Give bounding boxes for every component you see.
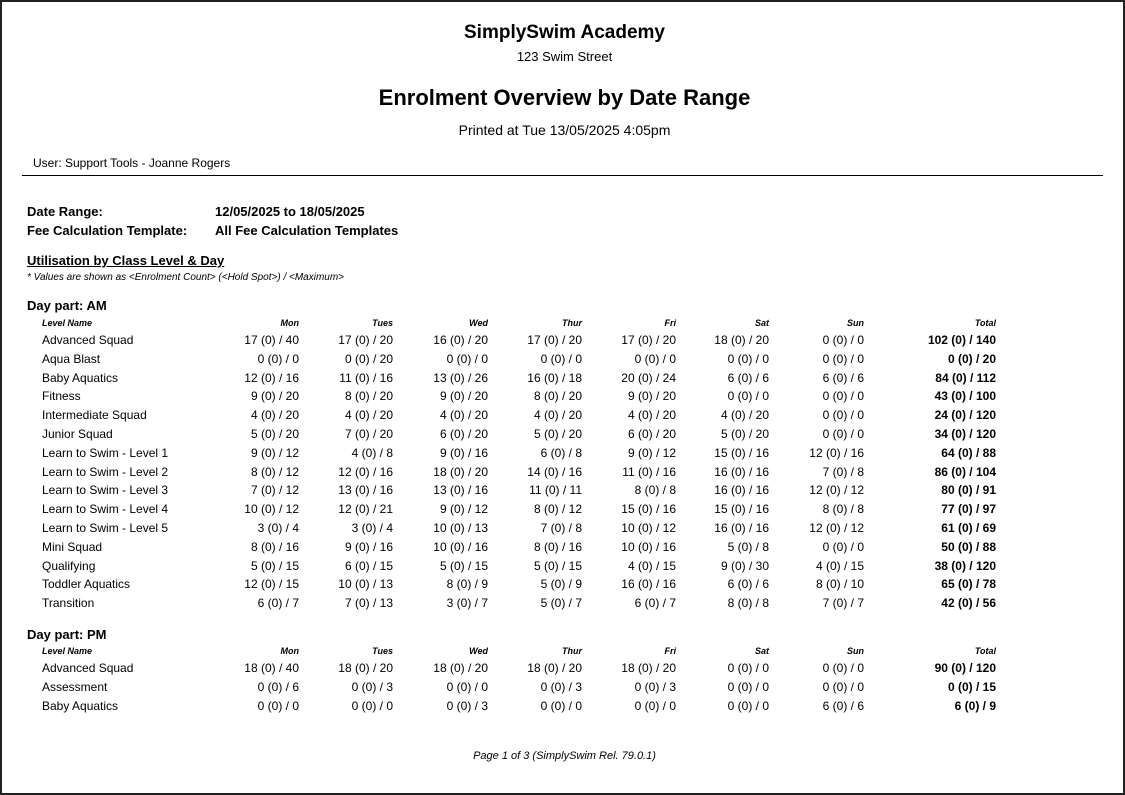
column-header-wed: Wed <box>469 646 488 656</box>
date-range-label: Date Range: <box>27 204 103 219</box>
sun-cell: 6 (0) / 6 <box>822 698 864 713</box>
thu-cell: 0 (0) / 0 <box>540 351 582 366</box>
sun-cell: 0 (0) / 0 <box>822 333 864 347</box>
table-row <box>2 446 1125 464</box>
wed-cell: 4 (0) / 20 <box>439 408 488 423</box>
sun-cell: 12 (0) / 12 <box>809 483 864 498</box>
table-row <box>2 389 1125 407</box>
level-name-cell: Junior Squad <box>42 427 113 441</box>
section-title: Utilisation by Class Level & Day <box>27 253 225 268</box>
table-row <box>2 521 1125 539</box>
wed-cell: 9 (0) / 12 <box>439 502 488 517</box>
tue-cell: 3 (0) / 4 <box>351 521 393 535</box>
mon-cell: 12 (0) / 16 <box>244 370 299 385</box>
level-name-cell: Fitness <box>42 389 81 404</box>
wed-cell: 16 (0) / 20 <box>433 333 488 347</box>
total-cell: 65 (0) / 78 <box>941 577 996 592</box>
tue-cell: 6 (0) / 15 <box>344 558 393 573</box>
report-title: Enrolment Overview by Date Range <box>378 85 751 110</box>
mon-cell: 9 (0) / 20 <box>250 389 299 404</box>
column-header-sat: Sat <box>754 646 769 656</box>
mon-cell: 18 (0) / 40 <box>244 661 299 675</box>
fri-cell: 0 (0) / 0 <box>634 698 676 713</box>
wed-cell: 5 (0) / 15 <box>439 558 488 573</box>
table-row <box>2 699 1125 717</box>
mon-cell: 3 (0) / 4 <box>257 521 299 535</box>
fri-cell: 16 (0) / 16 <box>621 577 676 592</box>
sat-cell: 15 (0) / 16 <box>714 502 769 517</box>
mon-cell: 5 (0) / 20 <box>250 427 299 441</box>
fri-cell: 10 (0) / 16 <box>621 539 676 554</box>
sun-cell: 0 (0) / 0 <box>822 539 864 554</box>
column-header-sun: Sun <box>847 318 864 328</box>
thu-cell: 11 (0) / 11 <box>529 483 582 498</box>
sat-cell: 15 (0) / 16 <box>714 445 769 460</box>
mon-cell: 7 (0) / 12 <box>250 483 299 498</box>
table-row <box>2 465 1125 483</box>
sat-cell: 6 (0) / 6 <box>727 370 769 385</box>
tue-cell: 7 (0) / 13 <box>344 596 393 611</box>
fri-cell: 9 (0) / 12 <box>627 445 676 460</box>
sun-cell: 4 (0) / 15 <box>815 558 864 573</box>
column-header-level-name: Level Name <box>42 318 93 328</box>
sat-cell: 0 (0) / 0 <box>727 698 769 713</box>
wed-cell: 3 (0) / 7 <box>446 596 488 611</box>
level-name-cell: Learn to Swim - Level 1 <box>42 445 169 460</box>
column-header-total: Total <box>974 318 996 328</box>
thu-cell: 5 (0) / 15 <box>533 558 582 573</box>
column-header-sun: Sun <box>847 646 864 656</box>
wed-cell: 8 (0) / 9 <box>446 577 488 592</box>
thu-cell: 5 (0) / 9 <box>540 577 582 592</box>
total-cell: 43 (0) / 100 <box>934 389 996 404</box>
thu-cell: 8 (0) / 12 <box>533 502 582 517</box>
mon-cell: 8 (0) / 16 <box>250 539 299 554</box>
column-header-sat: Sat <box>754 318 769 328</box>
fri-cell: 8 (0) / 8 <box>634 483 676 498</box>
fri-cell: 15 (0) / 16 <box>621 502 676 517</box>
sun-cell: 0 (0) / 0 <box>822 351 864 366</box>
fee-template-value: All Fee Calculation Templates <box>215 223 399 238</box>
total-cell: 84 (0) / 112 <box>935 370 996 385</box>
user-line: User: Support Tools - Joanne Rogers <box>33 156 231 170</box>
table-row <box>2 502 1125 520</box>
sun-cell: 7 (0) / 8 <box>822 464 864 479</box>
level-name-cell: Mini Squad <box>42 539 103 554</box>
table-row <box>2 559 1125 577</box>
total-cell: 0 (0) / 15 <box>947 679 996 694</box>
tue-cell: 4 (0) / 20 <box>344 408 393 423</box>
total-cell: 61 (0) / 69 <box>941 521 996 535</box>
level-name-cell: Learn to Swim - Level 5 <box>42 521 169 535</box>
mon-cell: 9 (0) / 12 <box>250 445 299 460</box>
mon-cell: 12 (0) / 15 <box>244 577 299 592</box>
wed-cell: 6 (0) / 20 <box>439 427 488 441</box>
thu-cell: 0 (0) / 3 <box>540 679 582 694</box>
sun-cell: 6 (0) / 6 <box>822 370 864 385</box>
mon-cell: 6 (0) / 7 <box>257 596 299 611</box>
sun-cell: 0 (0) / 0 <box>822 661 864 675</box>
daypart-title: Day part: PM <box>27 627 107 642</box>
column-header-thu: Thur <box>562 318 582 328</box>
wed-cell: 0 (0) / 0 <box>446 679 488 694</box>
level-name-cell: Transition <box>42 596 95 611</box>
column-header-wed: Wed <box>469 318 488 328</box>
total-cell: 90 (0) / 120 <box>934 661 996 675</box>
wed-cell: 10 (0) / 16 <box>433 539 488 554</box>
mon-cell: 0 (0) / 6 <box>257 679 299 694</box>
table-row <box>2 661 1125 679</box>
column-header-total: Total <box>974 646 996 656</box>
total-cell: 38 (0) / 120 <box>934 558 996 573</box>
sat-cell: 0 (0) / 0 <box>727 679 769 694</box>
total-cell: 42 (0) / 56 <box>941 596 996 611</box>
sun-cell: 0 (0) / 0 <box>822 679 864 694</box>
sat-cell: 4 (0) / 20 <box>720 408 769 423</box>
thu-cell: 8 (0) / 16 <box>533 539 582 554</box>
thu-cell: 0 (0) / 0 <box>540 698 582 713</box>
wed-cell: 13 (0) / 16 <box>433 483 488 498</box>
column-header-level-name: Level Name <box>42 646 93 656</box>
tue-cell: 11 (0) / 16 <box>339 370 393 385</box>
tue-cell: 0 (0) / 3 <box>351 679 393 694</box>
column-header-mon: Mon <box>280 318 299 328</box>
thu-cell: 14 (0) / 16 <box>527 464 582 479</box>
mon-cell: 10 (0) / 12 <box>244 502 299 517</box>
level-name-cell: Advanced Squad <box>42 333 134 347</box>
wed-cell: 0 (0) / 3 <box>446 698 488 713</box>
wed-cell: 18 (0) / 20 <box>433 661 488 675</box>
column-header-fri: Fri <box>664 646 676 656</box>
tue-cell: 10 (0) / 13 <box>338 577 393 592</box>
fri-cell: 10 (0) / 12 <box>621 521 676 535</box>
total-cell: 86 (0) / 104 <box>934 464 996 479</box>
total-cell: 0 (0) / 20 <box>947 351 996 366</box>
fri-cell: 11 (0) / 16 <box>622 464 676 479</box>
column-header-thu: Thur <box>562 646 582 656</box>
total-cell: 77 (0) / 97 <box>941 502 996 517</box>
level-name-cell: Aqua Blast <box>42 351 101 366</box>
date-range-value: 12/05/2025 to 18/05/2025 <box>215 204 365 219</box>
sat-cell: 5 (0) / 20 <box>720 427 769 441</box>
level-name-cell: Baby Aquatics <box>42 370 119 385</box>
sun-cell: 0 (0) / 0 <box>822 389 864 404</box>
thu-cell: 8 (0) / 20 <box>533 389 582 404</box>
values-note: * Values are shown as <Enrolment Count> (<Hold Spot>) / <Maximum> <box>27 272 345 283</box>
sat-cell: 16 (0) / 16 <box>714 464 769 479</box>
sat-cell: 16 (0) / 16 <box>714 483 769 498</box>
tue-cell: 4 (0) / 8 <box>351 445 393 460</box>
printed-timestamp: Printed at Tue 13/05/2025 4:05pm <box>458 122 671 138</box>
thu-cell: 7 (0) / 8 <box>540 521 582 535</box>
org-address: 123 Swim Street <box>516 49 613 64</box>
wed-cell: 10 (0) / 13 <box>433 521 488 535</box>
table-row <box>2 540 1125 558</box>
fri-cell: 0 (0) / 3 <box>634 679 676 694</box>
total-cell: 34 (0) / 120 <box>934 427 996 441</box>
total-cell: 24 (0) / 120 <box>934 408 996 423</box>
level-name-cell: Learn to Swim - Level 3 <box>42 483 169 498</box>
total-cell: 50 (0) / 88 <box>941 539 996 554</box>
sun-cell: 0 (0) / 0 <box>822 427 864 441</box>
fri-cell: 6 (0) / 20 <box>627 427 676 441</box>
level-name-cell: Assessment <box>42 679 108 694</box>
column-header-fri: Fri <box>664 318 676 328</box>
thu-cell: 5 (0) / 7 <box>540 596 582 611</box>
wed-cell: 9 (0) / 20 <box>439 389 488 404</box>
wed-cell: 13 (0) / 26 <box>433 370 488 385</box>
total-cell: 64 (0) / 88 <box>941 445 996 460</box>
sun-cell: 7 (0) / 7 <box>822 596 864 611</box>
tue-cell: 18 (0) / 20 <box>338 661 393 675</box>
sun-cell: 0 (0) / 0 <box>822 408 864 423</box>
level-name-cell: Toddler Aquatics <box>42 577 131 592</box>
level-name-cell: Baby Aquatics <box>42 698 119 713</box>
wed-cell: 18 (0) / 20 <box>433 464 488 479</box>
tue-cell: 0 (0) / 0 <box>351 698 393 713</box>
total-cell: 102 (0) / 140 <box>927 333 996 347</box>
total-cell: 6 (0) / 9 <box>954 698 996 713</box>
wed-cell: 9 (0) / 16 <box>439 445 488 460</box>
fee-template-label: Fee Calculation Template: <box>27 223 188 238</box>
sun-cell: 12 (0) / 16 <box>809 445 864 460</box>
sat-cell: 0 (0) / 0 <box>727 389 769 404</box>
page-footer: Page 1 of 3 (SimplySwim Rel. 79.0.1) <box>473 750 656 762</box>
tue-cell: 12 (0) / 16 <box>338 464 393 479</box>
sat-cell: 0 (0) / 0 <box>727 351 769 366</box>
sat-cell: 6 (0) / 6 <box>727 577 769 592</box>
tue-cell: 17 (0) / 20 <box>338 333 393 347</box>
table-row <box>2 352 1125 370</box>
wed-cell: 0 (0) / 0 <box>446 351 488 366</box>
total-cell: 80 (0) / 91 <box>941 483 996 498</box>
tue-cell: 12 (0) / 21 <box>338 502 393 517</box>
thu-cell: 5 (0) / 20 <box>533 427 582 441</box>
column-header-tue: Tues <box>372 318 393 328</box>
fri-cell: 4 (0) / 20 <box>627 408 676 423</box>
level-name-cell: Advanced Squad <box>42 661 134 675</box>
table-row <box>2 371 1125 389</box>
fri-cell: 0 (0) / 0 <box>634 351 676 366</box>
thu-cell: 16 (0) / 18 <box>527 370 582 385</box>
level-name-cell: Learn to Swim - Level 2 <box>42 464 169 479</box>
table-row <box>2 333 1125 351</box>
column-header-mon: Mon <box>280 646 299 656</box>
table-row <box>2 577 1125 595</box>
fri-cell: 17 (0) / 20 <box>621 333 676 347</box>
mon-cell: 0 (0) / 0 <box>257 698 299 713</box>
sun-cell: 8 (0) / 10 <box>815 577 864 592</box>
tue-cell: 8 (0) / 20 <box>344 389 393 404</box>
mon-cell: 4 (0) / 20 <box>250 408 299 423</box>
tue-cell: 7 (0) / 20 <box>344 427 393 441</box>
fri-cell: 6 (0) / 7 <box>634 596 676 611</box>
level-name-cell: Qualifying <box>42 558 96 573</box>
sat-cell: 5 (0) / 8 <box>727 539 769 554</box>
thu-cell: 18 (0) / 20 <box>527 661 582 675</box>
sat-cell: 8 (0) / 8 <box>727 596 769 611</box>
thu-cell: 4 (0) / 20 <box>533 408 582 423</box>
table-row <box>2 680 1125 698</box>
sat-cell: 0 (0) / 0 <box>727 661 769 675</box>
header-divider <box>22 175 1103 176</box>
tue-cell: 9 (0) / 16 <box>344 539 393 554</box>
fri-cell: 18 (0) / 20 <box>621 661 676 675</box>
fri-cell: 20 (0) / 24 <box>621 370 676 385</box>
table-row <box>2 483 1125 501</box>
table-row <box>2 596 1125 614</box>
sun-cell: 12 (0) / 12 <box>809 521 864 535</box>
level-name-cell: Learn to Swim - Level 4 <box>42 502 169 517</box>
table-row <box>2 427 1125 445</box>
fri-cell: 9 (0) / 20 <box>627 389 676 404</box>
level-name-cell: Intermediate Squad <box>42 408 147 423</box>
fri-cell: 4 (0) / 15 <box>627 558 676 573</box>
sat-cell: 16 (0) / 16 <box>714 521 769 535</box>
daypart-title: Day part: AM <box>27 298 107 313</box>
mon-cell: 17 (0) / 40 <box>244 333 299 347</box>
sat-cell: 18 (0) / 20 <box>714 333 769 347</box>
sun-cell: 8 (0) / 8 <box>822 502 864 517</box>
sat-cell: 9 (0) / 30 <box>720 558 769 573</box>
mon-cell: 8 (0) / 12 <box>250 464 299 479</box>
thu-cell: 17 (0) / 20 <box>527 333 582 347</box>
column-header-tue: Tues <box>372 646 393 656</box>
tue-cell: 0 (0) / 20 <box>344 351 393 366</box>
org-name: SimplySwim Academy <box>464 22 665 43</box>
tue-cell: 13 (0) / 16 <box>338 483 393 498</box>
mon-cell: 0 (0) / 0 <box>257 351 299 366</box>
thu-cell: 6 (0) / 8 <box>540 445 582 460</box>
mon-cell: 5 (0) / 15 <box>250 558 299 573</box>
table-row <box>2 408 1125 426</box>
